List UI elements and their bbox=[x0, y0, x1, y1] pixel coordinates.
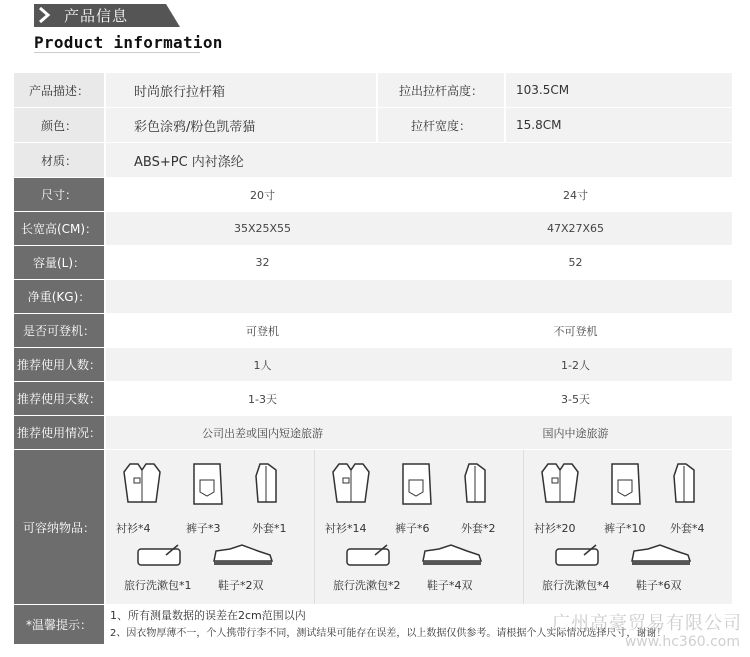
value-color: 彩色涂鸦/粉色凯蒂猫 bbox=[106, 108, 378, 142]
value-material: ABS+PC 内衬涤纶 bbox=[106, 143, 732, 177]
shoe-icon bbox=[212, 543, 274, 567]
shoes-count: 鞋子*2双 bbox=[218, 579, 264, 592]
label-persons: 推荐使用人数： bbox=[14, 348, 106, 381]
label-description: 产品描述： bbox=[14, 73, 106, 107]
items-area bbox=[106, 450, 732, 604]
row-weight bbox=[14, 280, 732, 314]
pants-icon bbox=[399, 462, 433, 506]
coat-icon bbox=[463, 462, 487, 506]
value-days-24: 3-5天 bbox=[419, 382, 732, 415]
tip-line-1: 1、所有测量数据的误差在2cm范围以内 bbox=[110, 609, 306, 622]
label-dimensions: 长宽高(CM)： bbox=[14, 212, 106, 245]
row-size bbox=[14, 178, 732, 212]
product-table bbox=[14, 73, 732, 645]
row-color bbox=[14, 108, 732, 143]
value-usage-20: 公司出差或国内短途旅游 bbox=[106, 416, 419, 449]
row-persons bbox=[14, 348, 732, 382]
bag-count: 旅行洗漱包*2 bbox=[333, 579, 401, 592]
value-weight-24 bbox=[419, 280, 732, 313]
value-size-24: 24寸 bbox=[419, 178, 732, 211]
watermark-site: www.hc360.com bbox=[624, 634, 740, 650]
coat-count: 外套*2 bbox=[461, 522, 496, 535]
value-persons-20: 1人 bbox=[106, 348, 419, 381]
row-items bbox=[14, 450, 732, 605]
label-handle-width: 拉杆宽度： bbox=[378, 108, 506, 142]
pants-count: 裤子*6 bbox=[395, 522, 430, 535]
items-group bbox=[315, 450, 524, 604]
shoes-count: 鞋子*4双 bbox=[427, 579, 473, 592]
row-capacity bbox=[14, 246, 732, 280]
value-persons-24: 1-2人 bbox=[419, 348, 732, 381]
bag-count: 旅行洗漱包*1 bbox=[124, 579, 192, 592]
coat-count: 外套*1 bbox=[252, 522, 287, 535]
shirt-count: 衬衫*14 bbox=[325, 522, 367, 535]
header-divider bbox=[34, 52, 200, 53]
shoe-icon bbox=[421, 543, 483, 567]
coat-count: 外套*4 bbox=[670, 522, 705, 535]
value-usage-24: 国内中途旅游 bbox=[419, 416, 732, 449]
shirt-icon bbox=[122, 462, 162, 506]
coat-icon bbox=[254, 462, 278, 506]
value-days-20: 1-3天 bbox=[106, 382, 419, 415]
items-group bbox=[106, 450, 315, 604]
label-days: 推荐使用天数： bbox=[14, 382, 106, 415]
shirt-count: 衬衫*4 bbox=[116, 522, 151, 535]
shirt-count: 衬衫*20 bbox=[534, 522, 576, 535]
value-weight-20 bbox=[106, 280, 419, 313]
row-boarding bbox=[14, 314, 732, 348]
pants-icon bbox=[608, 462, 642, 506]
chevron-right-icon bbox=[36, 6, 54, 24]
header-title-en: Product information bbox=[34, 33, 223, 52]
toiletry-bag-icon bbox=[554, 543, 600, 567]
toiletry-bag-icon bbox=[136, 543, 182, 567]
pants-count: 裤子*3 bbox=[186, 522, 221, 535]
label-color: 颜色： bbox=[14, 108, 106, 142]
row-usage bbox=[14, 416, 732, 450]
label-capacity: 容量(L)： bbox=[14, 246, 106, 279]
label-items: 可容纳物品： bbox=[14, 450, 106, 604]
label-tips: *温馨提示： bbox=[14, 605, 106, 644]
value-handle-width: 15.8CM bbox=[506, 108, 732, 142]
header-title-cn: 产品信息 bbox=[64, 7, 129, 25]
label-boarding: 是否可登机： bbox=[14, 314, 106, 347]
row-days bbox=[14, 382, 732, 416]
watermark-company: 广州高豪贸易有限公司 bbox=[552, 613, 742, 634]
value-capacity-20: 32 bbox=[106, 246, 419, 279]
value-boarding-20: 可登机 bbox=[106, 314, 419, 347]
value-dimensions-24: 47X27X65 bbox=[419, 212, 732, 245]
row-dimensions bbox=[14, 212, 732, 246]
value-capacity-24: 52 bbox=[419, 246, 732, 279]
label-material: 材质： bbox=[14, 143, 106, 177]
label-handle-height: 拉出拉杆高度： bbox=[378, 73, 506, 107]
row-description bbox=[14, 73, 732, 108]
value-size-20: 20寸 bbox=[106, 178, 419, 211]
shirt-icon bbox=[331, 462, 371, 506]
label-usage: 推荐使用情况： bbox=[14, 416, 106, 449]
tip-line-2: 2、因衣物厚薄不一，个人携带行李不同，测试结果可能存在误差，以上数据仅供参考。请根据个人实际情况选择尺寸，谢谢！ bbox=[110, 628, 667, 639]
bag-count: 旅行洗漱包*4 bbox=[542, 579, 610, 592]
shoe-icon bbox=[630, 543, 692, 567]
shirt-icon bbox=[540, 462, 580, 506]
label-weight: 净重(KG)： bbox=[14, 280, 106, 313]
label-size: 尺寸： bbox=[14, 178, 106, 211]
pants-count: 裤子*10 bbox=[604, 522, 646, 535]
value-description: 时尚旅行拉杆箱 bbox=[106, 73, 378, 107]
value-dimensions-20: 35X25X55 bbox=[106, 212, 419, 245]
value-boarding-24: 不可登机 bbox=[419, 314, 732, 347]
coat-icon bbox=[672, 462, 696, 506]
row-material bbox=[14, 143, 732, 178]
pants-icon bbox=[190, 462, 224, 506]
value-handle-height: 103.5CM bbox=[506, 73, 732, 107]
shoes-count: 鞋子*6双 bbox=[636, 579, 682, 592]
items-group bbox=[524, 450, 732, 604]
toiletry-bag-icon bbox=[345, 543, 391, 567]
